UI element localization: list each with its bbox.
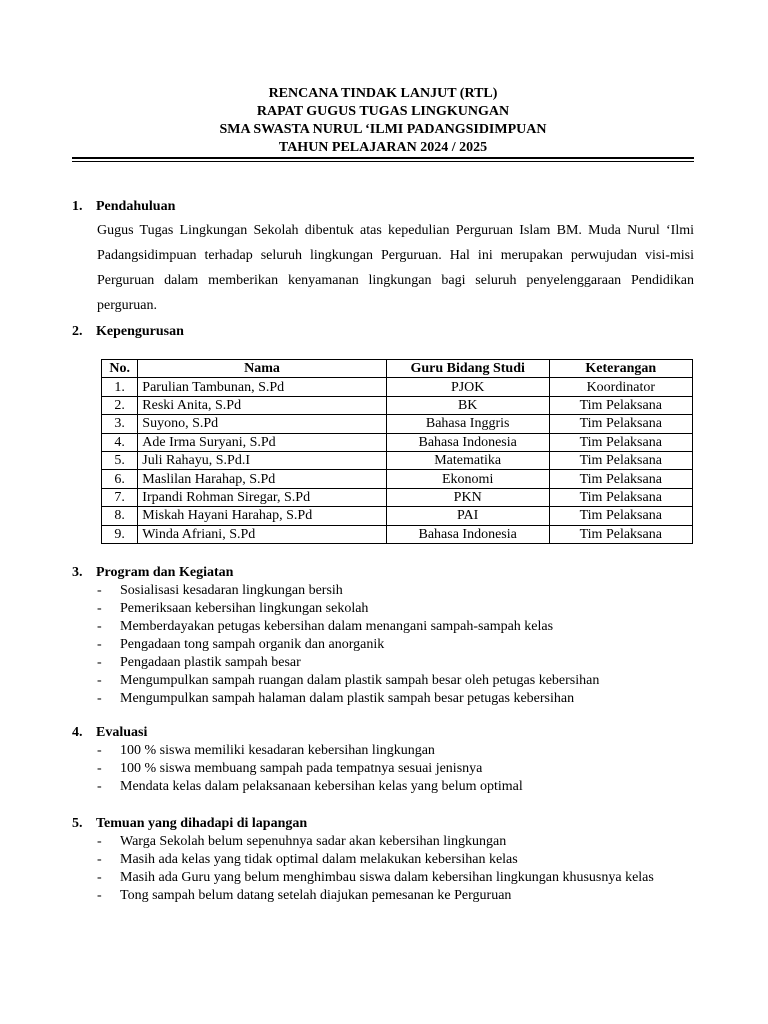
list-item-text: Memberdayakan petugas kebersihan dalam menangani sampah-sampah kelas xyxy=(120,619,554,634)
cell-no: 1. xyxy=(102,378,138,396)
section-1-title: Pendahuluan xyxy=(96,199,176,214)
list-item-text: Pengadaan tong sampah organik dan anorganik xyxy=(120,637,385,652)
cell-guru: Bahasa Inggris xyxy=(386,415,549,433)
cell-nama: Reski Anita, S.Pd xyxy=(138,396,387,414)
cell-no: 7. xyxy=(102,488,138,506)
cell-guru: Bahasa Indonesia xyxy=(386,525,549,543)
table-row xyxy=(102,470,693,488)
section-3-heading xyxy=(72,564,233,582)
table-row xyxy=(102,507,693,525)
list-dash: - xyxy=(97,834,102,849)
list-item xyxy=(97,742,694,760)
cell-no: 8. xyxy=(102,507,138,525)
cell-nama: Ade Irma Suryani, S.Pd xyxy=(138,433,387,451)
list-item xyxy=(97,760,694,778)
cell-nama: Suyono, S.Pd xyxy=(138,415,387,433)
table-row xyxy=(102,451,693,469)
list-item-text: Mengumpulkan sampah ruangan dalam plastik sampah besar oleh petugas kebersihan xyxy=(120,673,600,688)
list-dash: - xyxy=(97,852,102,867)
list-item-text: Sosialisasi kesadaran lingkungan bersih xyxy=(120,583,343,598)
cell-nama: Irpandi Rohman Siregar, S.Pd xyxy=(138,488,387,506)
list-item-text: 100 % siswa membuang sampah pada tempatnya sesuai jenisnya xyxy=(120,761,483,776)
list-item xyxy=(97,618,694,636)
list-item-text: Masih ada kelas yang tidak optimal dalam melakukan kebersihan kelas xyxy=(120,852,518,867)
col-header-nama: Nama xyxy=(138,360,387,378)
list-item xyxy=(97,654,694,672)
section-1-number: 1. xyxy=(72,199,83,214)
list-dash: - xyxy=(97,601,102,616)
cell-keterangan: Tim Pelaksana xyxy=(549,396,692,414)
header-line-3: SMA SWASTA NURUL ‘ILMI PADANGSIDIMPUAN xyxy=(219,122,547,137)
section-4-number: 4. xyxy=(72,725,83,740)
cell-keterangan: Tim Pelaksana xyxy=(549,507,692,525)
section-2-number: 2. xyxy=(72,324,83,339)
cell-guru: Matematika xyxy=(386,451,549,469)
table-header-row xyxy=(102,360,693,378)
table-row xyxy=(102,488,693,506)
cell-keterangan: Tim Pelaksana xyxy=(549,415,692,433)
table-row xyxy=(102,378,693,396)
section-1-paragraph: Gugus Tugas Lingkungan Sekolah dibentuk atas kepedulian Perguruan Islam BM. Muda Nurul ‘Ilmi Padangsidimpuan terhadap seluruh lingkungan Perguruan. Hal ini merupakan perwujudan visi-misi Perguruan dalam memberikan kenyamanan lingkungan bagi seluruh penyelenggaraan Pendidikan perguruan. xyxy=(97,223,694,313)
col-header-keterangan: Keterangan xyxy=(549,360,692,378)
list-dash: - xyxy=(97,655,102,670)
list-item xyxy=(97,690,694,708)
table-row xyxy=(102,525,693,543)
list-item-text: Tong sampah belum datang setelah diajukan pemesanan ke Perguruan xyxy=(120,888,512,903)
list-item xyxy=(97,887,694,905)
section-5-heading xyxy=(72,815,307,833)
list-item xyxy=(97,869,694,887)
list-dash: - xyxy=(97,761,102,776)
header-line-4: TAHUN PELAJARAN 2024 / 2025 xyxy=(278,140,488,155)
program-list xyxy=(97,582,694,708)
header-line-1: RENCANA TINDAK LANJUT (RTL) xyxy=(268,86,498,101)
list-item-text: Mendata kelas dalam pelaksanaan kebersihan kelas yang belum optimal xyxy=(120,779,523,794)
section-3-number: 3. xyxy=(72,565,83,580)
table-row xyxy=(102,396,693,414)
cell-guru: PAI xyxy=(386,507,549,525)
col-header-guru: Guru Bidang Studi xyxy=(386,360,549,378)
cell-nama: Parulian Tambunan, S.Pd xyxy=(138,378,387,396)
cell-keterangan: Tim Pelaksana xyxy=(549,488,692,506)
list-item-text: Warga Sekolah belum sepenuhnya sadar akan kebersihan lingkungan xyxy=(120,834,507,849)
list-dash: - xyxy=(97,673,102,688)
cell-no: 2. xyxy=(102,396,138,414)
cell-nama: Juli Rahayu, S.Pd.I xyxy=(138,451,387,469)
list-item-text: Mengumpulkan sampah halaman dalam plastik sampah besar petugas kebersihan xyxy=(120,691,575,706)
cell-keterangan: Koordinator xyxy=(549,378,692,396)
evaluasi-list xyxy=(97,742,694,796)
header-divider-thin xyxy=(72,161,694,162)
cell-guru: BK xyxy=(386,396,549,414)
section-5-title: Temuan yang dihadapi di lapangan xyxy=(96,816,308,831)
section-5-number: 5. xyxy=(72,816,83,831)
list-item xyxy=(97,851,694,869)
list-item-text: Pengadaan plastik sampah besar xyxy=(120,655,301,670)
document-header xyxy=(72,85,694,157)
header-divider-thick xyxy=(72,157,694,159)
cell-keterangan: Tim Pelaksana xyxy=(549,525,692,543)
list-item xyxy=(97,582,694,600)
list-dash: - xyxy=(97,743,102,758)
cell-no: 9. xyxy=(102,525,138,543)
col-header-no: No. xyxy=(102,360,138,378)
cell-guru: Ekonomi xyxy=(386,470,549,488)
kepengurusan-table xyxy=(101,359,693,544)
section-1-heading xyxy=(72,198,175,216)
section-4-title: Evaluasi xyxy=(96,725,148,740)
cell-nama: Maslilan Harahap, S.Pd xyxy=(138,470,387,488)
list-dash: - xyxy=(97,779,102,794)
list-item-text: Masih ada Guru yang belum menghimbau siswa dalam kebersihan lingkungan khususnya kelas xyxy=(120,870,654,885)
header-line-2: RAPAT GUGUS TUGAS LINGKUNGAN xyxy=(256,104,510,119)
cell-no: 4. xyxy=(102,433,138,451)
cell-no: 3. xyxy=(102,415,138,433)
temuan-list xyxy=(97,833,694,905)
list-dash: - xyxy=(97,619,102,634)
cell-guru: PKN xyxy=(386,488,549,506)
section-4-heading xyxy=(72,724,147,742)
cell-guru: Bahasa Indonesia xyxy=(386,433,549,451)
list-dash: - xyxy=(97,583,102,598)
list-dash: - xyxy=(97,691,102,706)
cell-keterangan: Tim Pelaksana xyxy=(549,451,692,469)
list-item-text: 100 % siswa memiliki kesadaran kebersihan lingkungan xyxy=(120,743,435,758)
table-row xyxy=(102,415,693,433)
list-item xyxy=(97,600,694,618)
list-item xyxy=(97,672,694,690)
cell-nama: Winda Afriani, S.Pd xyxy=(138,525,387,543)
section-3-title: Program dan Kegiatan xyxy=(96,565,234,580)
cell-keterangan: Tim Pelaksana xyxy=(549,433,692,451)
section-2-heading xyxy=(72,323,184,341)
list-item xyxy=(97,833,694,851)
cell-keterangan: Tim Pelaksana xyxy=(549,470,692,488)
list-item xyxy=(97,636,694,654)
list-dash: - xyxy=(97,637,102,652)
section-2-title: Kepengurusan xyxy=(96,324,184,339)
cell-no: 5. xyxy=(102,451,138,469)
list-item-text: Pemeriksaan kebersihan lingkungan sekolah xyxy=(120,601,369,616)
table-row xyxy=(102,433,693,451)
cell-guru: PJOK xyxy=(386,378,549,396)
cell-no: 6. xyxy=(102,470,138,488)
list-dash: - xyxy=(97,870,102,885)
list-item xyxy=(97,778,694,796)
list-dash: - xyxy=(97,888,102,903)
cell-nama: Miskah Hayani Harahap, S.Pd xyxy=(138,507,387,525)
